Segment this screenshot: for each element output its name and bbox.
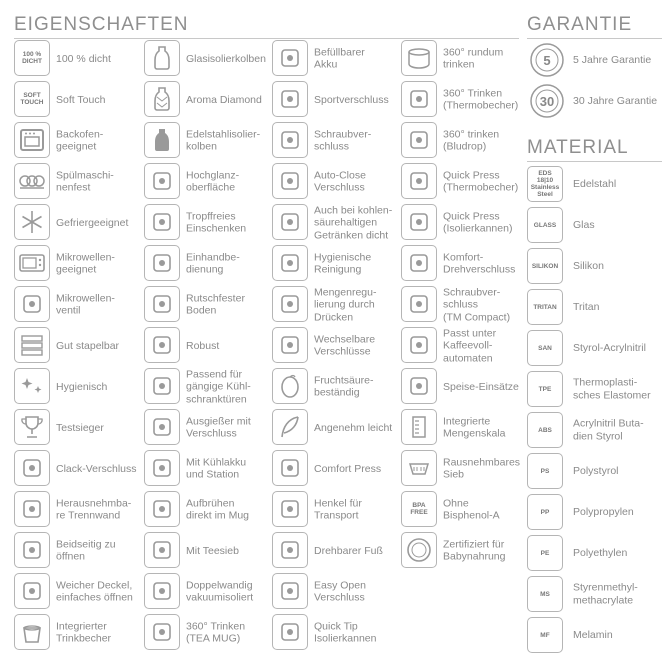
- property-item: [272, 407, 400, 448]
- property-item: [401, 366, 529, 407]
- property-label: Mit Teesieb: [186, 544, 239, 557]
- property-item: [14, 448, 142, 489]
- property-item: [14, 202, 142, 243]
- gloss-bottle-icon: [144, 163, 180, 199]
- material-code: SILIKON: [531, 262, 559, 270]
- property-label: Easy Open Verschluss: [314, 579, 366, 604]
- material-label: Styrol-Acrylnitril: [573, 341, 646, 354]
- property-item: [272, 120, 400, 161]
- property-label: Angenehm leicht: [314, 421, 393, 434]
- property-label: 360° Trinken (Thermobecher): [443, 87, 519, 112]
- property-item: [401, 79, 529, 120]
- material-code-icon: [527, 535, 563, 571]
- property-item: [144, 161, 272, 202]
- property-label: 360° Trinken (TEA MUG): [186, 620, 246, 645]
- property-item: [401, 530, 529, 571]
- property-item: [144, 612, 272, 653]
- spout-icon: [144, 409, 180, 445]
- material-item: [527, 328, 667, 368]
- property-item: [401, 202, 529, 243]
- double-wall-icon: [144, 573, 180, 609]
- property-item: [272, 202, 400, 243]
- material-code-icon: [527, 289, 563, 325]
- property-item: [272, 571, 400, 612]
- property-item: [272, 325, 400, 366]
- bpa-free-icon: [401, 491, 437, 527]
- property-item: [14, 407, 142, 448]
- food-insert-icon: [401, 368, 437, 404]
- property-label: Glasisolierkolben: [186, 52, 266, 65]
- property-label: Wechselbare Verschlüsse: [314, 333, 376, 358]
- material-label: Tritan: [573, 300, 600, 313]
- property-item: [272, 79, 400, 120]
- property-label: Edelstahlisolier- kolben: [186, 128, 261, 153]
- property-label: Auto-Close Verschluss: [314, 169, 366, 194]
- screw-cap-icon: [272, 122, 308, 158]
- material-label: Styrenmethyl- methacrylate: [573, 581, 638, 606]
- sparkle-icon: [14, 368, 50, 404]
- feather-icon: [272, 409, 308, 445]
- property-item: [401, 407, 529, 448]
- stack-icon: [14, 327, 50, 363]
- property-item: [14, 161, 142, 202]
- property-label: Auch bei kohlen- säurehaltigen Getränken dicht: [314, 203, 393, 241]
- material-label: Melamin: [573, 628, 613, 641]
- property-item: [14, 79, 142, 120]
- material-item: [527, 574, 667, 614]
- property-label: Einhandbe- dienung: [186, 251, 240, 276]
- properties-heading: EIGENSCHAFTEN: [14, 14, 519, 39]
- easy-open-icon: [272, 573, 308, 609]
- property-item: [272, 612, 400, 653]
- property-label: Mit Kühlakku und Station: [186, 456, 247, 481]
- property-label: Integrierter Trinkbecher: [56, 620, 112, 645]
- material-item: [527, 164, 667, 204]
- property-item: [14, 571, 142, 612]
- property-label: Mikrowellen- geeignet: [56, 251, 115, 276]
- property-item: [144, 120, 272, 161]
- property-item: [272, 448, 400, 489]
- material-code-icon: [527, 412, 563, 448]
- auto-close-icon: [272, 163, 308, 199]
- property-label: Hygienisch: [56, 380, 108, 393]
- property-item: [14, 489, 142, 530]
- property-label: Speise-Einsätze: [443, 380, 519, 393]
- property-item: [144, 325, 272, 366]
- property-label: 360° rundum trinken: [443, 46, 504, 71]
- property-label: Schraubver- schluss: [314, 128, 372, 153]
- comfort-press-icon: [272, 450, 308, 486]
- property-label: Drehbarer Fuß: [314, 544, 383, 557]
- diamond-flask-icon: [144, 81, 180, 117]
- property-item: [14, 612, 142, 653]
- material-item: [527, 492, 667, 532]
- property-item: [401, 38, 529, 79]
- sport-cap-icon: [272, 81, 308, 117]
- property-column: [14, 38, 142, 653]
- property-label: Schraubver- schluss (TM Compact): [443, 285, 511, 323]
- property-label: Testsieger: [56, 421, 104, 434]
- svg-text:30: 30: [539, 94, 555, 109]
- microwave-valve-icon: [14, 286, 50, 322]
- material-heading: MATERIAL: [527, 137, 662, 162]
- property-item: [401, 284, 529, 325]
- microwave-icon: [14, 245, 50, 281]
- trophy-icon: [14, 409, 50, 445]
- property-label: Integrierte Mengenskala: [443, 415, 506, 440]
- property-label: Rutschfester Boden: [186, 292, 245, 317]
- property-label: Fruchtsäure- beständig: [314, 374, 374, 399]
- quick-tip-icon: [272, 614, 308, 650]
- material-code: EDS 18|10 Stainless Steel: [530, 170, 560, 198]
- property-label: Beidseitig zu öffnen: [56, 538, 116, 563]
- property-label: Spülmaschi- nenfest: [56, 169, 114, 194]
- property-label: Mengenregu- lierung durch Drücken: [314, 285, 377, 323]
- cup-icon: [14, 614, 50, 650]
- property-label: Passt unter Kaffeevoll- automaten: [443, 326, 497, 364]
- material-code-icon: [527, 248, 563, 284]
- property-item: [144, 202, 272, 243]
- material-label: Polystyrol: [573, 464, 619, 477]
- bludrop-360-icon: [401, 122, 437, 158]
- property-item: [401, 243, 529, 284]
- property-item: [401, 448, 529, 489]
- baby-cert-icon: [401, 532, 437, 568]
- material-code: PP: [540, 508, 550, 516]
- fridge-door-icon: [144, 368, 180, 404]
- one-hand-icon: [144, 245, 180, 281]
- property-column: [144, 38, 272, 653]
- property-label: Komfort- Drehverschluss: [443, 251, 516, 276]
- rotating-base-icon: [272, 532, 308, 568]
- property-item: [14, 38, 142, 79]
- comfort-twist-icon: [401, 245, 437, 281]
- property-item: [272, 38, 400, 79]
- property-column: [272, 38, 400, 653]
- material-item: [527, 410, 667, 450]
- carbonated-icon: [272, 204, 308, 240]
- material-item: [527, 205, 667, 245]
- guarantee-label: 30 Jahre Garantie: [573, 94, 658, 107]
- soft-lid-icon: [14, 573, 50, 609]
- property-item: [144, 489, 272, 530]
- material-label: Silikon: [573, 259, 604, 272]
- dicht-badge-icon: [14, 40, 50, 76]
- property-item: [272, 161, 400, 202]
- property-label: Passend für gängige Kühl- schranktüren: [186, 367, 251, 405]
- material-code-icon: [527, 371, 563, 407]
- property-item: [272, 489, 400, 530]
- sieve-icon: [401, 450, 437, 486]
- property-label: Robust: [186, 339, 220, 352]
- property-label: Tropffreies Einschenken: [186, 210, 247, 235]
- icon-code-text: BPA FREE: [410, 502, 428, 516]
- steel-flask-icon: [144, 122, 180, 158]
- material-label: Glas: [573, 218, 595, 231]
- property-item: [144, 366, 272, 407]
- material-code: TRITAN: [533, 303, 557, 311]
- material-code-icon: [527, 330, 563, 366]
- property-item: [144, 448, 272, 489]
- property-item: [144, 79, 272, 120]
- brew-mug-icon: [144, 491, 180, 527]
- material-code-icon: [527, 453, 563, 489]
- property-label: Quick Press (Thermobecher): [443, 169, 519, 194]
- property-item: [14, 120, 142, 161]
- squeeze-icon: [272, 286, 308, 322]
- property-label: Doppelwandig vakuumisoliert: [186, 579, 254, 604]
- property-label: Henkel für Transport: [314, 497, 362, 522]
- material-item: [527, 246, 667, 286]
- property-label: Clack-Verschluss: [56, 462, 137, 475]
- icon-code-text: 100 % DICHT: [22, 51, 42, 65]
- property-label: Mikrowellen- ventil: [56, 292, 115, 317]
- property-item: [272, 284, 400, 325]
- scale-icon: [401, 409, 437, 445]
- property-label: Rausnehmbares Sieb: [443, 456, 521, 481]
- glass-flask-icon: [144, 40, 180, 76]
- material-code: MS: [540, 590, 550, 598]
- property-item: [144, 38, 272, 79]
- property-label: Herausnehmba- re Trennwand: [56, 497, 132, 522]
- tea-strainer-icon: [144, 532, 180, 568]
- lemon-icon: [272, 368, 308, 404]
- guarantee-item: [527, 81, 667, 121]
- property-item: [401, 489, 529, 530]
- soft-touch-badge-icon: [14, 81, 50, 117]
- property-item: [272, 530, 400, 571]
- material-code: ABS: [538, 426, 552, 434]
- property-label: Aufbrühen direkt im Mug: [186, 497, 250, 522]
- guarantee-item: [527, 40, 667, 80]
- guarantee-seal-icon: [529, 83, 565, 119]
- divider-box-icon: [14, 491, 50, 527]
- property-label: Zertifiziert für Babynahrung: [443, 538, 506, 563]
- material-code: SAN: [538, 344, 552, 352]
- quick-press-mug-icon: [401, 163, 437, 199]
- property-item: [144, 284, 272, 325]
- property-column: [401, 38, 529, 571]
- property-label: Comfort Press: [314, 462, 382, 475]
- property-label: 100 % dicht: [56, 52, 111, 65]
- property-item: [144, 571, 272, 612]
- oven-icon: [14, 122, 50, 158]
- clack-icon: [14, 450, 50, 486]
- material-label: Polypropylen: [573, 505, 634, 518]
- property-label: Hygienische Reinigung: [314, 251, 372, 276]
- property-item: [272, 243, 400, 284]
- drink-360-icon: [401, 40, 437, 76]
- property-item: [14, 284, 142, 325]
- material-item: [527, 287, 667, 327]
- material-code-icon: [527, 207, 563, 243]
- property-item: [272, 366, 400, 407]
- material-label: Acrylnitril Buta- dien Styrol: [573, 417, 644, 442]
- material-code: PS: [540, 467, 550, 475]
- svg-text:5: 5: [543, 53, 551, 68]
- guarantee-label: 5 Jahre Garantie: [573, 53, 652, 66]
- material-item: [527, 533, 667, 573]
- ice-pack-icon: [272, 40, 308, 76]
- handle-icon: [272, 491, 308, 527]
- property-item: [14, 366, 142, 407]
- material-code: TPE: [538, 385, 552, 393]
- material-label: Edelstahl: [573, 177, 617, 190]
- property-item: [401, 120, 529, 161]
- property-label: Weicher Deckel, einfaches öffnen: [56, 579, 133, 604]
- property-item: [401, 325, 529, 366]
- property-label: Ausgießer mit Verschluss: [186, 415, 251, 440]
- property-label: Gut stapelbar: [56, 339, 120, 352]
- guarantee-heading: GARANTIE: [527, 14, 662, 39]
- property-item: [14, 530, 142, 571]
- material-code: PE: [540, 549, 550, 557]
- property-label: Soft Touch: [56, 93, 106, 106]
- property-item: [14, 325, 142, 366]
- tea-mug-360-icon: [144, 614, 180, 650]
- material-code-icon: [527, 617, 563, 653]
- property-label: Hochglanz- oberfläche: [186, 169, 240, 194]
- thermo-mug-360-icon: [401, 81, 437, 117]
- mix-match-icon: [272, 327, 308, 363]
- quick-press-jug-icon: [401, 204, 437, 240]
- property-label: 360° trinken (Bludrop): [443, 128, 500, 153]
- screw-compact-icon: [401, 286, 437, 322]
- property-label: Gefriergeeignet: [56, 216, 129, 229]
- material-code: MF: [540, 631, 550, 639]
- double-open-icon: [14, 532, 50, 568]
- material-item: [527, 369, 667, 409]
- property-label: Aroma Diamond: [186, 93, 262, 106]
- non-slip-icon: [144, 286, 180, 322]
- icon-code-text: SOFT TOUCH: [20, 92, 44, 106]
- snowflake-icon: [14, 204, 50, 240]
- material-code: GLASS: [533, 221, 557, 229]
- cooler-icon: [144, 450, 180, 486]
- property-item: [401, 161, 529, 202]
- material-code-icon: [527, 166, 563, 202]
- property-label: Backofen- geeignet: [56, 128, 104, 153]
- property-label: Quick Tip Isolierkannen: [314, 620, 377, 645]
- material-item: [527, 615, 667, 655]
- guarantee-seal-icon: [529, 42, 565, 78]
- property-label: Quick Press (Isolierkannen): [443, 210, 513, 235]
- cleaning-icon: [272, 245, 308, 281]
- property-item: [144, 530, 272, 571]
- robust-icon: [144, 327, 180, 363]
- property-item: [14, 243, 142, 284]
- pour-icon: [144, 204, 180, 240]
- property-label: Ohne Bisphenol-A: [443, 497, 500, 522]
- property-label: Befüllbarer Akku: [314, 46, 365, 71]
- coffee-machine-icon: [401, 327, 437, 363]
- dishwasher-icon: [14, 163, 50, 199]
- material-label: Polyethylen: [573, 546, 628, 559]
- property-item: [144, 407, 272, 448]
- material-code-icon: [527, 576, 563, 612]
- material-item: [527, 451, 667, 491]
- material-code-icon: [527, 494, 563, 530]
- material-label: Thermoplasti- sches Elastomer: [573, 376, 651, 401]
- property-item: [144, 243, 272, 284]
- property-label: Sportverschluss: [314, 93, 389, 106]
